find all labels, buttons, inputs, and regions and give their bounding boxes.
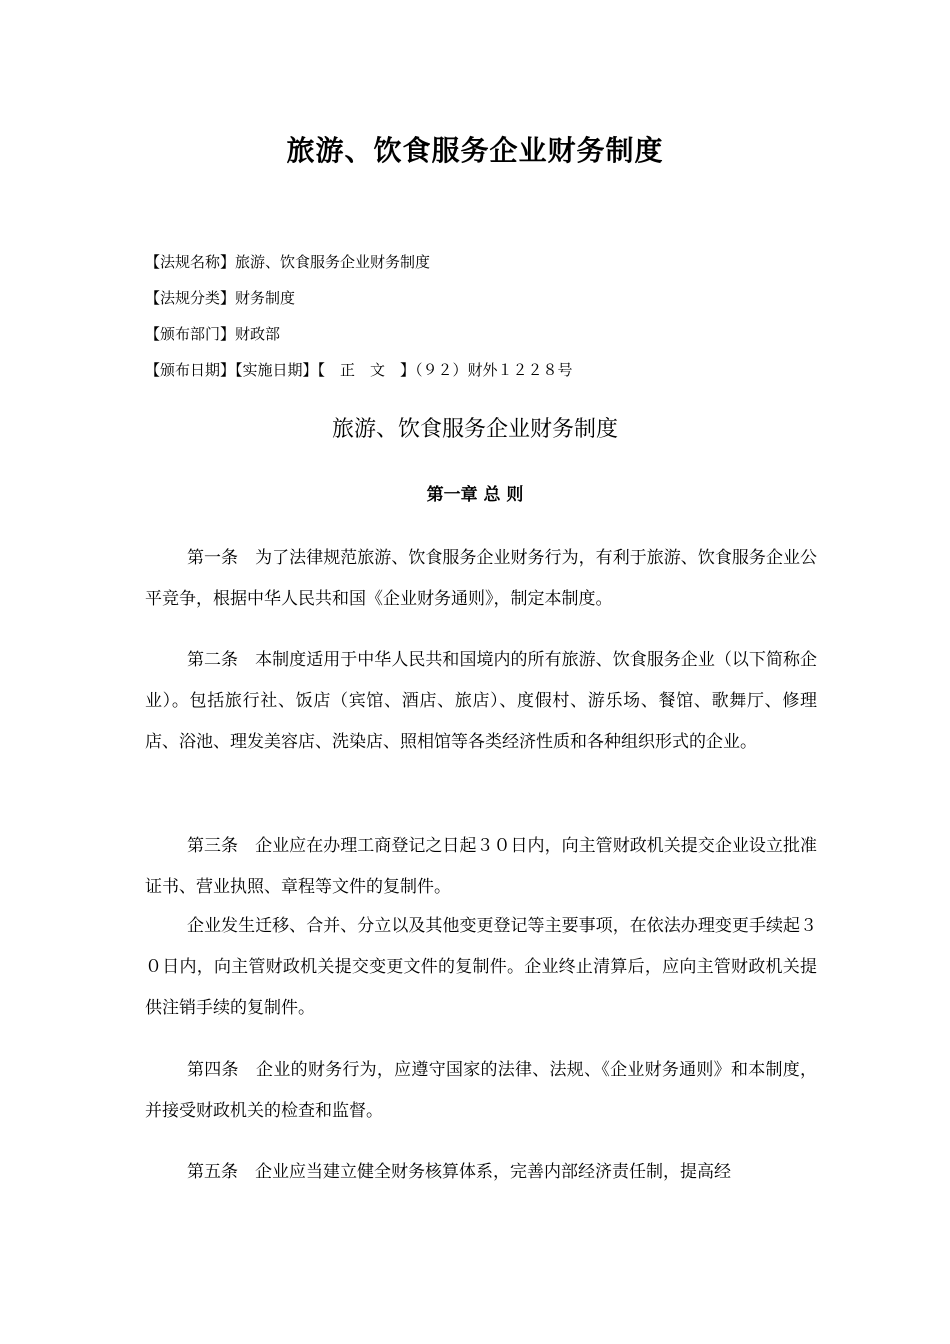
meta-issuing-department: 【颁布部门】财政部 — [145, 325, 281, 343]
document-subtitle: 旅游、饮食服务企业财务制度 — [331, 417, 618, 442]
document-title: 旅游、饮食服务企业财务制度 — [286, 134, 664, 167]
chapter-heading: 第一章 总 则 — [426, 485, 524, 505]
article-5: 第五条 企业应当建立健全财务核算体系，完善内部经济责任制，提高经 — [187, 1162, 731, 1182]
meta-regulation-category: 【法规分类】财务制度 — [145, 289, 296, 307]
meta-dates: 【颁布日期】【实施日期】【 正 文 】（９２）财外１２２８号 — [145, 361, 573, 379]
article-3: 第三条 企业应在办理工商登记之日起３０日内，向主管财政机关提交企业设立批准证书、营业执照、章程等文件的复制件。 — [145, 836, 817, 897]
article-4: 第四条 企业的财务行为，应遵守国家的法律、法规、《企业财务通则》和本制度，并接受财政机关的检查和监督。 — [145, 1060, 817, 1121]
article-1: 第一条 为了法律规范旅游、饮食服务企业财务行为，有利于旅游、饮食服务企业公平竞争，根据中华人民共和国《企业财务通则》，制定本制度。 — [145, 548, 817, 609]
meta-regulation-name: 【法规名称】旅游、饮食服务企业财务制度 — [145, 253, 431, 271]
article-2: 第二条 本制度适用于中华人民共和国境内的所有旅游、饮食服务企业（以下简称企业）。包括旅行社、饭店（宾馆、酒店、旅店）、度假村、游乐场、餐馆、歌舞厅、修理店、浴池、理发美容店、洗染店、照相馆等各类经济性质和各种组织形式的企业。 — [145, 650, 817, 752]
article-3-paragraph-2: 企业发生迁移、合并、分立以及其他变更登记等主要事项，在依法办理变更手续起３０日内，向主管财政机关提交变更文件的复制件。企业终止清算后，应向主管财政机关提供注销手续的复制件。 — [145, 916, 817, 1018]
